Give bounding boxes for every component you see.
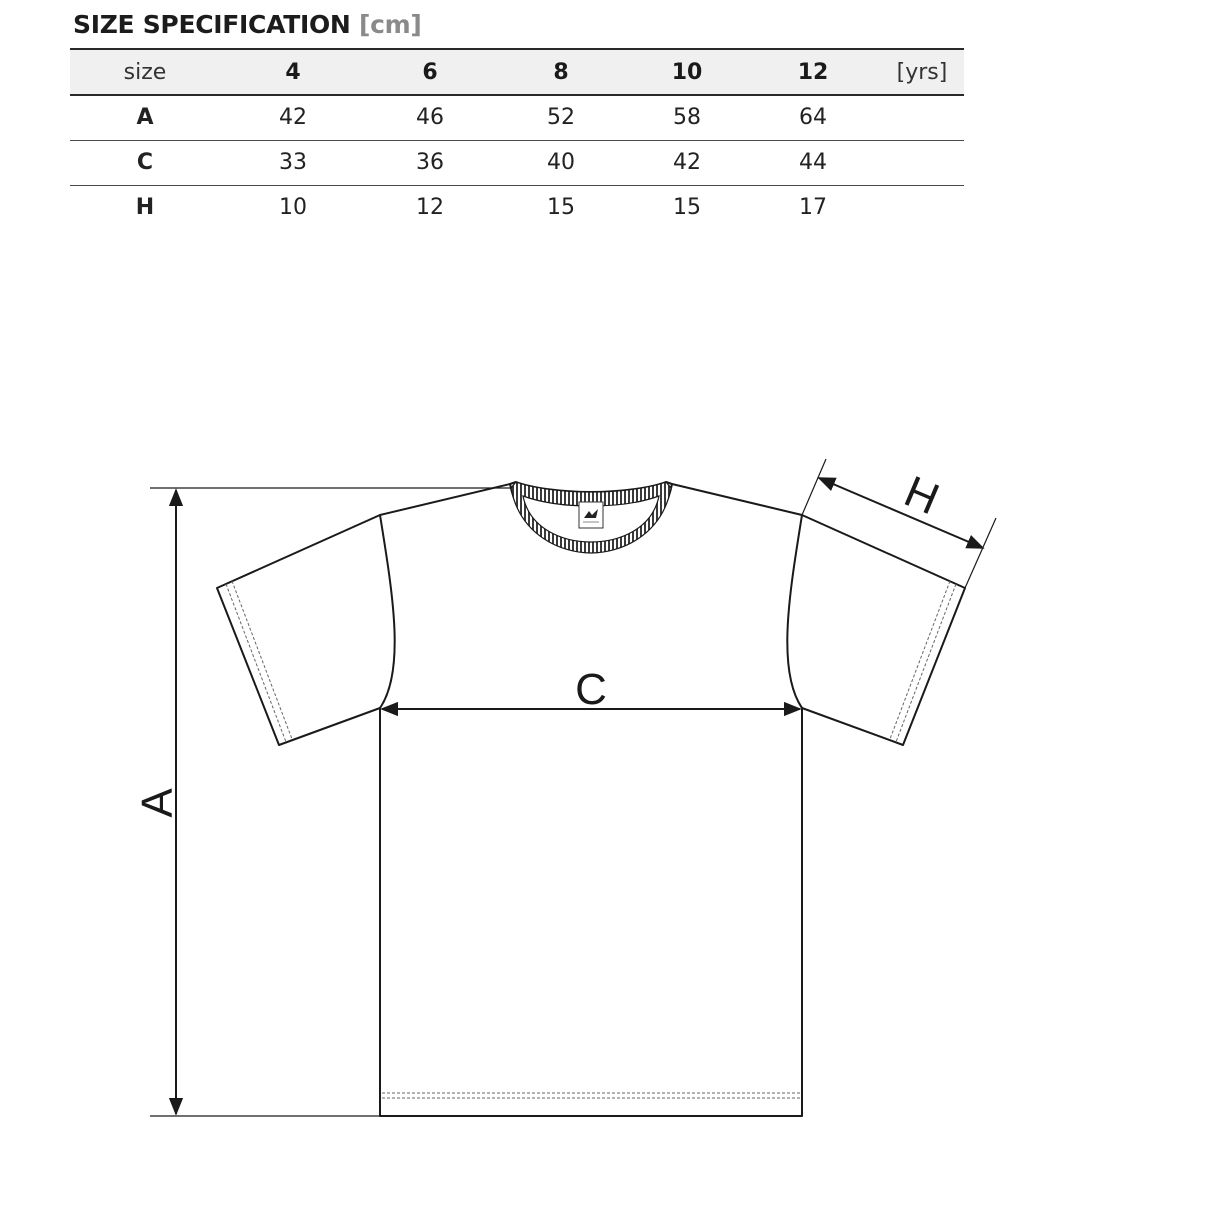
right-sleeve-outline [802, 515, 965, 745]
size-header-cell: 12 [746, 49, 880, 95]
size-header-cell: 8 [494, 49, 628, 95]
table-cell: 10 [279, 195, 307, 221]
table-cell: 58 [628, 95, 746, 140]
size-header-cell: 6 [366, 49, 494, 95]
table-cell: 15 [673, 195, 701, 221]
row-label: C [70, 140, 220, 185]
dimension-h-extension [802, 459, 826, 515]
dimension-a [150, 488, 512, 1116]
table-cell: 64 [746, 95, 880, 140]
size-unit-label: [yrs] [880, 49, 964, 95]
table-cell: 40 [494, 140, 628, 185]
size-header-cell: 4 [220, 49, 366, 95]
tshirt-outline [217, 482, 965, 1116]
table-cell: 42 [220, 95, 366, 140]
table-cell: 15 [547, 195, 575, 221]
table-cell: 17 [799, 195, 827, 221]
heading-title: SIZE SPECIFICATION [73, 10, 351, 39]
row-label: A [70, 95, 220, 140]
table-cell: 12 [416, 195, 444, 221]
table-cell: 33 [220, 140, 366, 185]
right-sleeve-hem-stitch [896, 584, 956, 742]
size-header-cell: 10 [628, 49, 746, 95]
size-header-label: size [70, 49, 220, 95]
dimension-h-extension [965, 518, 996, 588]
tshirt-body-outline [380, 484, 802, 1116]
table-cell: 44 [746, 140, 880, 185]
table-cell: 52 [494, 95, 628, 140]
heading-unit: [cm] [358, 10, 422, 39]
neck-label-icon [579, 502, 603, 528]
table-cell: 36 [366, 140, 494, 185]
row-label: H [135, 195, 155, 221]
dimension-a-label: A [133, 788, 182, 818]
right-sleeve-hem-stitch [890, 581, 950, 739]
left-sleeve-hem-stitch [226, 584, 286, 742]
left-sleeve-outline [217, 515, 380, 745]
dimension-h [802, 459, 996, 588]
stitch-lines [226, 581, 956, 1098]
left-sleeve-hem-stitch [232, 581, 292, 739]
dimension-h-label: H [897, 466, 946, 525]
table-cell: 42 [628, 140, 746, 185]
dimension-c-label: C [575, 665, 607, 714]
table-cell: 46 [366, 95, 494, 140]
